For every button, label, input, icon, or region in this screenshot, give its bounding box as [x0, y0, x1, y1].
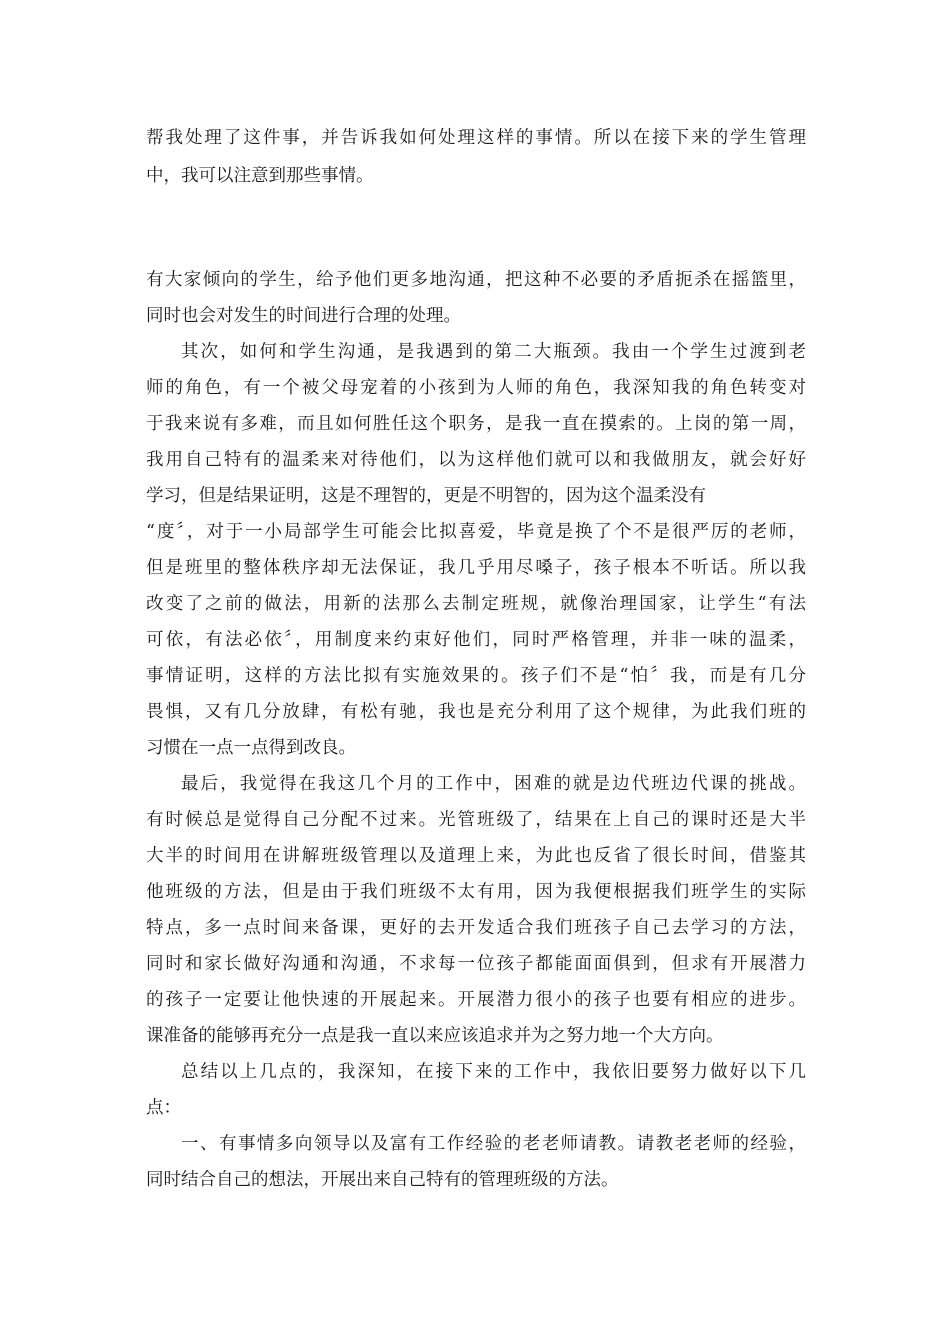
- text-line: 可依，有法必依〞，用制度来约束好他们，同时严格管理，并非一味的温柔，: [146, 630, 806, 650]
- text-line: 点：: [146, 1098, 181, 1118]
- text-line: 有时候总是觉得自己分配不过来。光管班级了，结果在上自己的课时还是大半: [146, 810, 806, 830]
- text-line: 他班级的方法，但是由于我们班级不太有用，因为我便根据我们班学生的实际: [146, 882, 806, 902]
- text-line: 一、有事情多向领导以及富有工作经验的老老师请教。请教老老师的经验，: [181, 1134, 806, 1154]
- text-line: 帮我处理了这件事，并告诉我如何处理这样的事情。所以在接下来的学生管理: [146, 128, 806, 148]
- text-line: 课准备的能够再充分一点是我一直以来应该追求并为之努力地一个大方向。: [146, 1026, 724, 1046]
- text-line: 但是班里的整体秩序却无法保证，我几乎用尽嗓子，孩子根本不听话。所以我: [146, 558, 806, 578]
- text-line: 习惯在一点一点得到改良。: [146, 738, 356, 758]
- text-line: 其次，如何和学生沟通，是我遇到的第二大瓶颈。我由一个学生过渡到老: [181, 342, 806, 362]
- text-line: 总结以上几点的，我深知，在接下来的工作中，我依旧要努力做好以下几: [181, 1062, 806, 1082]
- text-line: 特点，多一点时间来备课，更好的去开发适合我们班孩子自己去学习的方法，: [146, 918, 806, 938]
- text-line: 有大家倾向的学生，给予他们更多地沟通，把这种不必要的矛盾扼杀在摇篮里，: [146, 270, 806, 290]
- text-line: 我用自己特有的温柔来对待他们，以为这样他们就可以和我做朋友，就会好好: [146, 450, 806, 470]
- text-line: 大半的时间用在讲解班级管理以及道理上来，为此也反省了很长时间，借鉴其: [146, 846, 806, 866]
- text-line: 于我来说有多难，而且如何胜任这个职务，是我一直在摸索的。上岗的第一周，: [146, 414, 806, 434]
- text-line: 学习，但是结果证明，这是不理智的，更是不明智的，因为这个温柔没有: [146, 486, 706, 506]
- text-line: 师的角色，有一个被父母宠着的小孩到为人师的角色，我深知我的角色转变对: [146, 378, 806, 398]
- text-line: 同时和家长做好沟通和沟通，不求每一位孩子都能面面俱到，但求有开展潜力: [146, 954, 806, 974]
- text-line: 改变了之前的做法，用新的法那么去制定班规，就像治理国家，让学生“有法: [146, 594, 806, 614]
- text-line: 事情证明，这样的方法比拟有实施效果的。孩子们不是“怕〞我，而是有几分: [146, 666, 806, 686]
- text-line: 同时也会对发生的时间进行合理的处理。: [146, 306, 461, 326]
- text-line: 同时结合自己的想法，开展出来自己特有的管理班级的方法。: [146, 1170, 619, 1190]
- text-line: 的孩子一定要让他快速的开展起来。开展潜力很小的孩子也要有相应的进步。: [146, 990, 806, 1010]
- text-line: 最后，我觉得在我这几个月的工作中，困难的就是边代班边代课的挑战。: [181, 774, 806, 794]
- text-line: 中，我可以注意到那些事情。: [146, 166, 374, 186]
- text-line: 畏惧，又有几分放肆，有松有驰，我也是充分利用了这个规律，为此我们班的: [146, 702, 806, 722]
- text-line: “度〞，对于一小局部学生可能会比拟喜爱，毕竟是换了个不是很严厉的老师，: [146, 522, 806, 542]
